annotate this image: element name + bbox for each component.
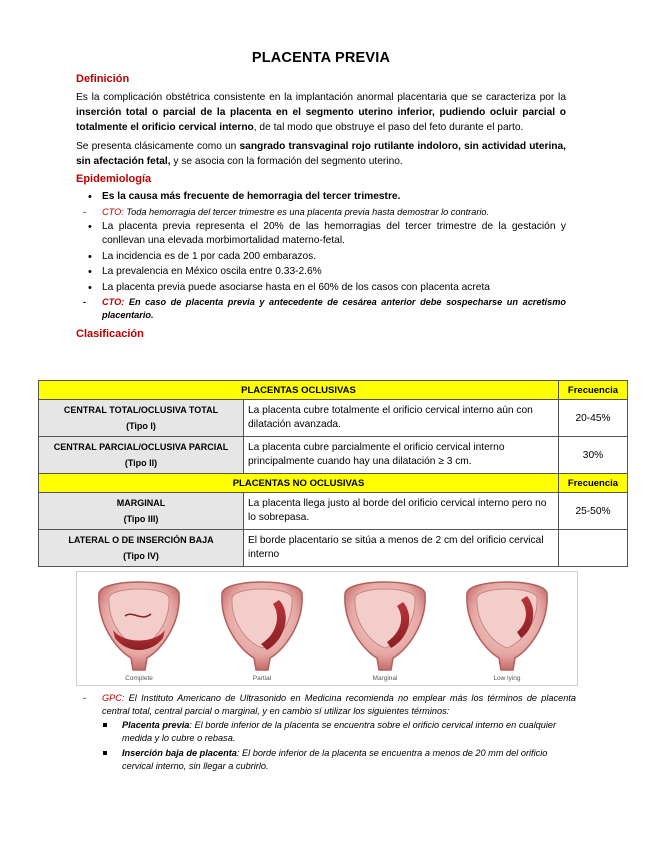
table-row xyxy=(39,400,628,437)
list-item: • La prevalencia en México oscila entre 0.33-2.6% xyxy=(76,265,566,280)
epidemiologia-list-2 xyxy=(76,220,566,296)
term: Inserción baja de placenta xyxy=(122,748,237,758)
type-description: La placenta llega justo al borde del orificio cervical interno pero no lo sobrepasa. xyxy=(244,493,559,530)
term-definition: : El borde inferior de la placenta se encuentra sobre el orificio cervical interno en cualquier medida y lo cubre o rebasa. xyxy=(122,720,557,743)
type-number: (Tipo III) xyxy=(123,514,159,524)
uterus-low-lying xyxy=(467,582,547,670)
dash-marker: - xyxy=(83,297,87,307)
gpc-intro xyxy=(76,692,576,718)
type-description: La placenta cubre parcialmente el orificio cervical interno principalmente cuando hay una dilatación ≥ 3 cm. xyxy=(244,437,559,474)
type-number: (Tipo II) xyxy=(124,458,158,468)
epidemiologia-heading: Epidemiología xyxy=(76,173,152,185)
table-row xyxy=(39,493,628,530)
gpc-item-placenta-previa xyxy=(76,719,576,745)
dash-marker: - xyxy=(83,206,87,217)
type-label-cell xyxy=(39,530,244,567)
bold-span: inserción total o parcial de la placenta en el segmento uterino inferior, pudiendo ocluir parcial o totalmente el orificio cervical interno xyxy=(76,107,566,133)
type-description: La placenta cubre totalmente el orificio cervical interno aún con dilatación avanzada. xyxy=(244,400,559,437)
cto-text: Toda hemorragia del tercer trimestre es una placenta previa hasta demostrar lo contrario. xyxy=(123,206,490,217)
cto-label: CTO: xyxy=(102,297,125,307)
cto-note-2 xyxy=(76,296,566,322)
definicion-paragraph-2 xyxy=(76,139,566,169)
list-item xyxy=(76,190,566,205)
type-label: CENTRAL PARCIAL/OCLUSIVA PARCIAL xyxy=(53,442,229,452)
text-span: , de tal modo que obstruye el paso del feto durante el parto. xyxy=(253,122,524,133)
type-label-cell xyxy=(39,400,244,437)
type-label: LATERAL O DE INSERCIÓN BAJA xyxy=(68,535,214,545)
type-number: (Tipo I) xyxy=(126,421,156,431)
page-title: PLACENTA PREVIA xyxy=(251,50,391,66)
frequency-header: Frecuencia xyxy=(559,381,628,400)
dash-marker: - xyxy=(83,693,87,703)
list-item: • La placenta previa puede asociarse hasta en el 60% de los casos con placenta acreta xyxy=(76,281,566,296)
gpc-text: El Instituto Americano de Ultrasonido en Medicina recomienda no emplear más los términos de placenta central total, central parcial o marginal, y en cambio sí utilizar los siguientes términos: xyxy=(102,693,576,716)
gpc-note xyxy=(76,692,576,775)
table-row xyxy=(39,474,628,493)
type-frequency xyxy=(559,530,628,567)
list-item: • La incidencia es de 1 por cada 200 embarazos. xyxy=(76,250,566,265)
uterus-marginal xyxy=(345,582,425,670)
placenta-types-illustration xyxy=(76,571,578,686)
caption-marginal: Marginal xyxy=(372,675,398,682)
type-frequency: 30% xyxy=(559,437,628,474)
list-item: • La placenta previa representa el 20% de las hemorragias del tercer trimestre de la gestación y conllevan una elevada morbimortalidad materno-fetal. xyxy=(76,220,566,249)
bold-span: Es la causa más frecuente de hemorragia del tercer trimestre. xyxy=(102,191,401,202)
table-row xyxy=(39,437,628,474)
caption-complete: Complete xyxy=(125,675,153,682)
type-frequency: 25-50% xyxy=(559,493,628,530)
oclusivas-header: PLACENTAS OCLUSIVAS xyxy=(39,381,559,400)
gpc-item-insercion-baja xyxy=(76,747,576,773)
uterus-diagrams xyxy=(77,572,577,685)
table-row xyxy=(39,530,628,567)
type-label-cell xyxy=(39,493,244,530)
type-label: CENTRAL TOTAL/OCLUSIVA TOTAL xyxy=(63,405,219,415)
clasificacion-heading: Clasificación xyxy=(76,328,144,340)
uterus-complete xyxy=(99,582,179,670)
text-span: y se asocia con la formación del segmento uterino. xyxy=(170,156,403,167)
uterus-partial xyxy=(222,582,302,670)
text-span: Es la complicación obstétrica consistente en la implantación anormal placentaria que se caracteriza por la xyxy=(76,92,566,103)
type-number: (Tipo IV) xyxy=(123,551,159,561)
type-frequency: 20-45% xyxy=(559,400,628,437)
cto-label: CTO: xyxy=(102,206,124,217)
bold-span: sangrado transvaginal rojo rutilante indoloro, sin actividad uterina, sin afectación fetal, xyxy=(76,141,567,167)
caption-low-lying: Low lying xyxy=(493,675,521,682)
type-label: MARGINAL xyxy=(116,498,166,508)
definicion-paragraph-1 xyxy=(76,90,566,135)
frequency-header: Frecuencia xyxy=(559,474,628,493)
term: Placenta previa xyxy=(122,720,190,730)
document-page xyxy=(76,50,566,345)
epidemiologia-list xyxy=(76,190,566,205)
cto-note-1 xyxy=(76,206,566,219)
classification-table xyxy=(38,380,628,567)
gpc-label: GPC: xyxy=(102,693,125,703)
cto-text: En caso de placenta previa y antecedente de cesárea anterior debe sospecharse un acretismo placentario. xyxy=(102,297,566,320)
table-row xyxy=(39,381,628,400)
type-label-cell xyxy=(39,437,244,474)
no-oclusivas-header: PLACENTAS NO OCLUSIVAS xyxy=(39,474,559,493)
term-definition: : El borde inferior de la placenta se encuentra a menos de 20 mm del orificio cervical interno, sin llegar a cubrirlo. xyxy=(122,748,548,771)
definicion-heading: Definición xyxy=(76,73,130,85)
type-description: El borde placentario se sitúa a menos de 2 cm del orificio cervical interno xyxy=(244,530,559,567)
text-span: Se presenta clásicamente como un xyxy=(76,141,240,152)
caption-partial: Partial xyxy=(252,675,272,682)
